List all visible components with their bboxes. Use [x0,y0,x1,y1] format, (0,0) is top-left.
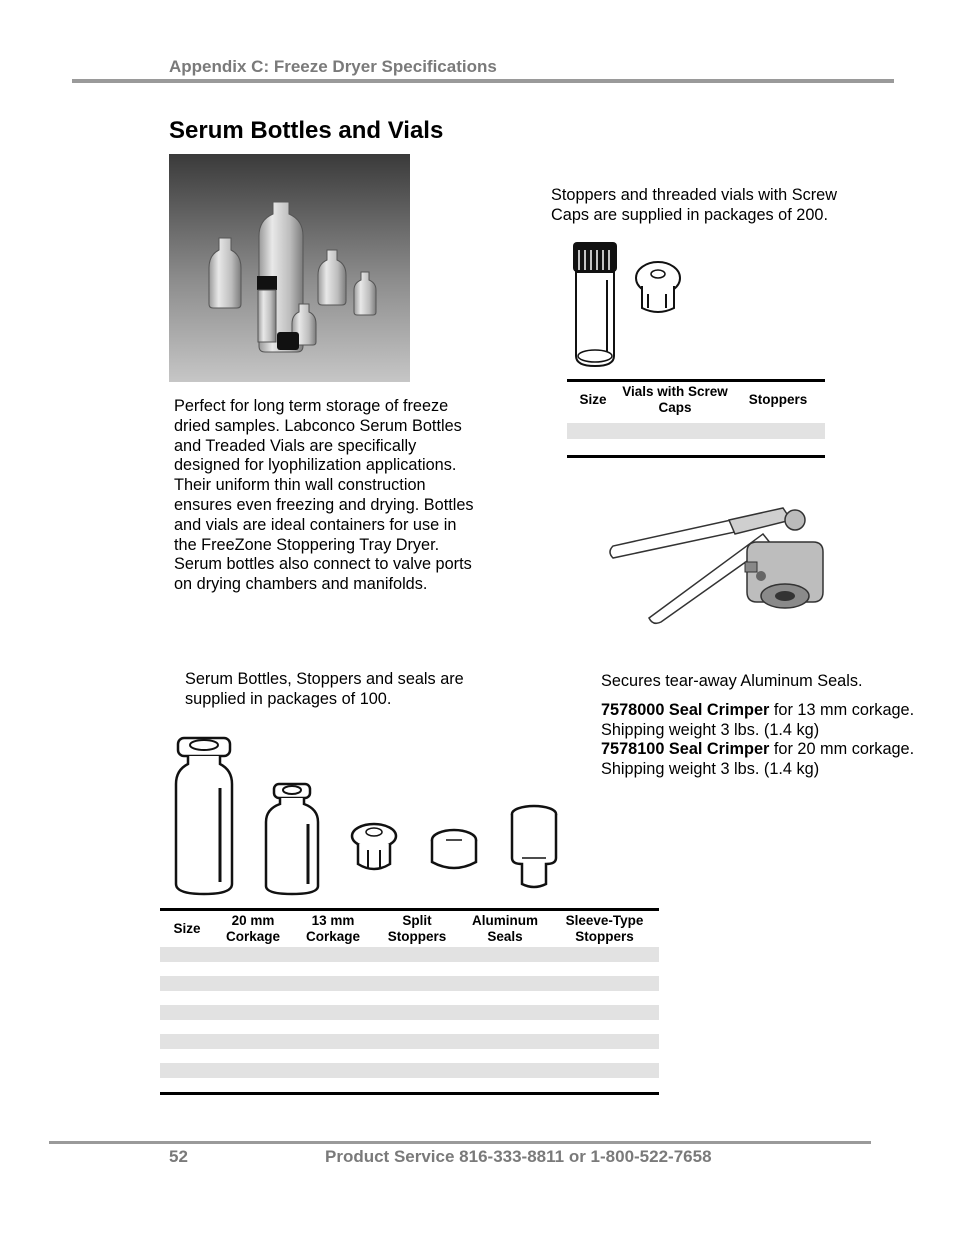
table-row [160,1063,659,1078]
crimper-item-2-text: for 20 mm corkage. [769,740,915,759]
bottles-table-header-sleeve: Sleeve-Type Stoppers [565,913,644,944]
crimper-intro: Secures tear-away Aluminum Seals. [601,672,863,690]
vials-table-header-stoppers: Stoppers [748,392,808,407]
crimper-description [601,672,946,780]
crimper-item-1-text: for 13 mm corkage. [769,700,915,719]
vial-screw-cap-illustration [570,236,690,376]
page-title: Serum Bottles and Vials [169,117,444,144]
table-row [160,1005,659,1020]
crimper-item-2-weight: Shipping weight 3 lbs. (1.4 kg) [601,760,820,779]
bottles-table-header-size: Size [173,921,201,936]
bottles-table-header-20mm: 20 mm Corkage [225,913,281,944]
table-row [160,1049,659,1064]
running-header: Appendix C: Freeze Dryer Specifications [169,57,497,76]
page-number: 52 [169,1147,188,1166]
crimper-item-2 [601,740,946,760]
footer-contact: Product Service 816-333-8811 or 1-800-522-7658 [325,1147,712,1166]
serum-bottles-illustration [168,732,568,902]
vials-table [567,379,825,458]
table-row [567,439,825,457]
serum-bottles-photo [169,154,410,382]
intro-paragraph: Perfect for long term storage of freeze dried samples. Labconco Serum Bottles and Treaded Vials are specifically designed for lyophilization applications. Their uniform thin wall construction ensures even freezing and drying. Bottles and vials are ideal containers for use in the FreeZone Stoppering Tray Dryer. Serum bottles also connect to valve ports on drying chambers and manifolds. [174,397,474,594]
vials-packaging-note: Stoppers and threaded vials with Screw Caps are supplied in packages of 200. [551,186,837,224]
table-row [160,1078,659,1094]
header-rule [72,79,894,83]
bottles-table-header-split: Split Stoppers [387,913,447,944]
crimper-item-1-code: 7578000 Seal Crimper [601,700,770,719]
bottles-table-header-13mm: 13 mm Corkage [305,913,361,944]
table-row [160,991,659,1006]
table-row [160,947,659,962]
seal-crimper-illustration [603,500,835,630]
table-row [160,976,659,991]
crimper-item-1 [601,701,946,721]
bottles-table [160,908,659,1095]
table-row [160,1020,659,1035]
vials-table-header-size: Size [579,392,607,407]
crimper-item-1-weight: Shipping weight 3 lbs. (1.4 kg) [601,720,820,739]
table-row [160,1034,659,1049]
table-row [160,962,659,977]
bottles-table-header-aluminum: Aluminum Seals [472,913,538,944]
footer-rule [49,1141,871,1144]
table-row [567,423,825,439]
bottles-packaging-note: Serum Bottles, Stoppers and seals are supplied in packages of 100. [185,670,464,708]
vials-table-header-vials: Vials with Screw Caps [622,384,728,415]
crimper-item-2-code: 7578100 Seal Crimper [601,740,770,759]
